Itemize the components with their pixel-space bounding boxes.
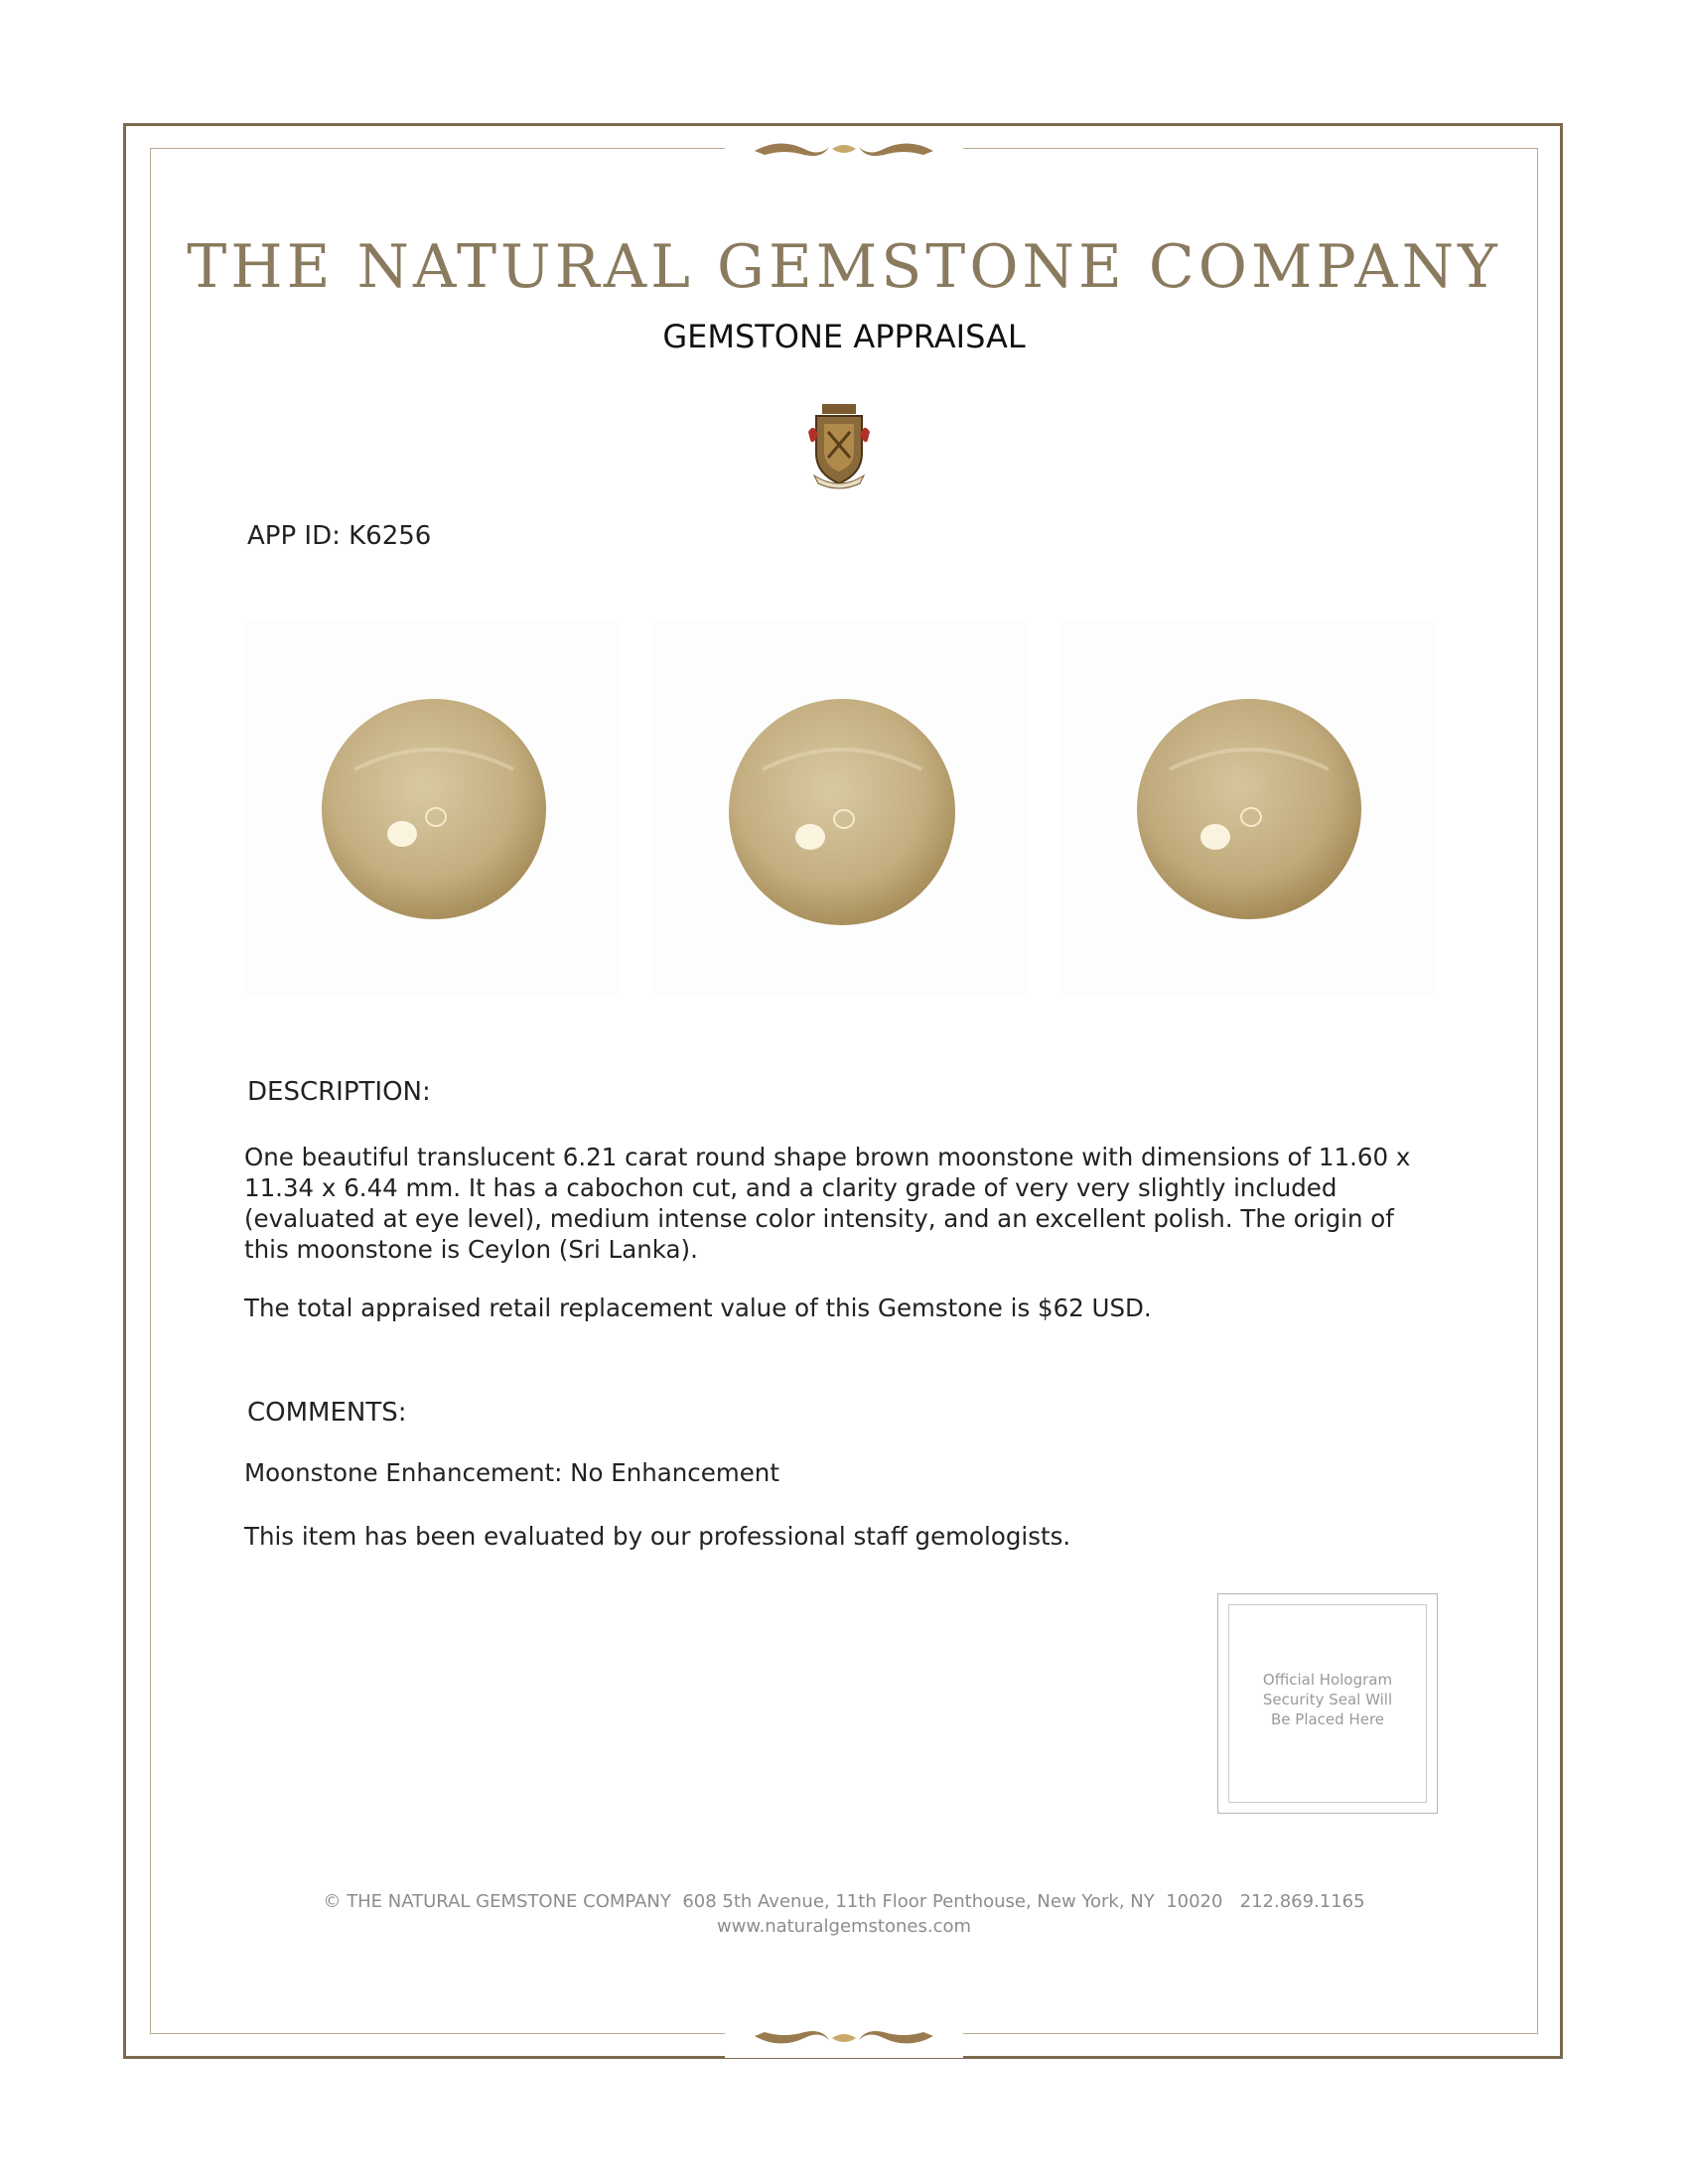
bottom-ornament-icon [725,2018,963,2058]
description-heading: DESCRIPTION: [247,1077,431,1107]
comments-heading: COMMENTS: [247,1398,407,1428]
hologram-seal-placeholder [1217,1593,1438,1814]
app-id: APP ID: K6256 [247,521,432,551]
gemstone-photo-1 [245,620,621,996]
company-title: THE NATURAL GEMSTONE COMPANY [187,232,1501,302]
footer-website-link[interactable]: www.naturalgemstones.com [716,1916,972,1937]
gemstone-photo-3 [1060,620,1436,996]
gemstone-photo-2 [653,620,1029,996]
document-title: GEMSTONE APPRAISAL [662,318,1026,355]
seal-text: Official Hologram Security Seal Will Be Placed Here [1262,1671,1393,1728]
footer-address: © THE NATURAL GEMSTONE COMPANY 608 5th Avenue, 11th Floor Penthouse, New York, NY 10020 212.869.1165 [323,1891,1365,1912]
crest-logo-icon [804,402,874,491]
appraised-value-text: The total appraised retail replacement value of this Gemstone is $62 USD. [244,1294,1152,1322]
evaluation-text: This item has been evaluated by our professional staff gemologists. [244,1522,1071,1551]
enhancement-text: Moonstone Enhancement: No Enhancement [244,1458,779,1487]
description-text: One beautiful translucent 6.21 carat round shape brown moonstone with dimensions of 11.60 x 11.34 x 6.44 mm. It has a cabochon cut, and a clarity grade of very very slightly included (evaluated at eye level), medium intense color intensity, and an excellent polish. The origin of this moonstone is Ceylon (Sri Lanka). [244,1143,1411,1264]
top-ornament-icon [725,129,963,169]
